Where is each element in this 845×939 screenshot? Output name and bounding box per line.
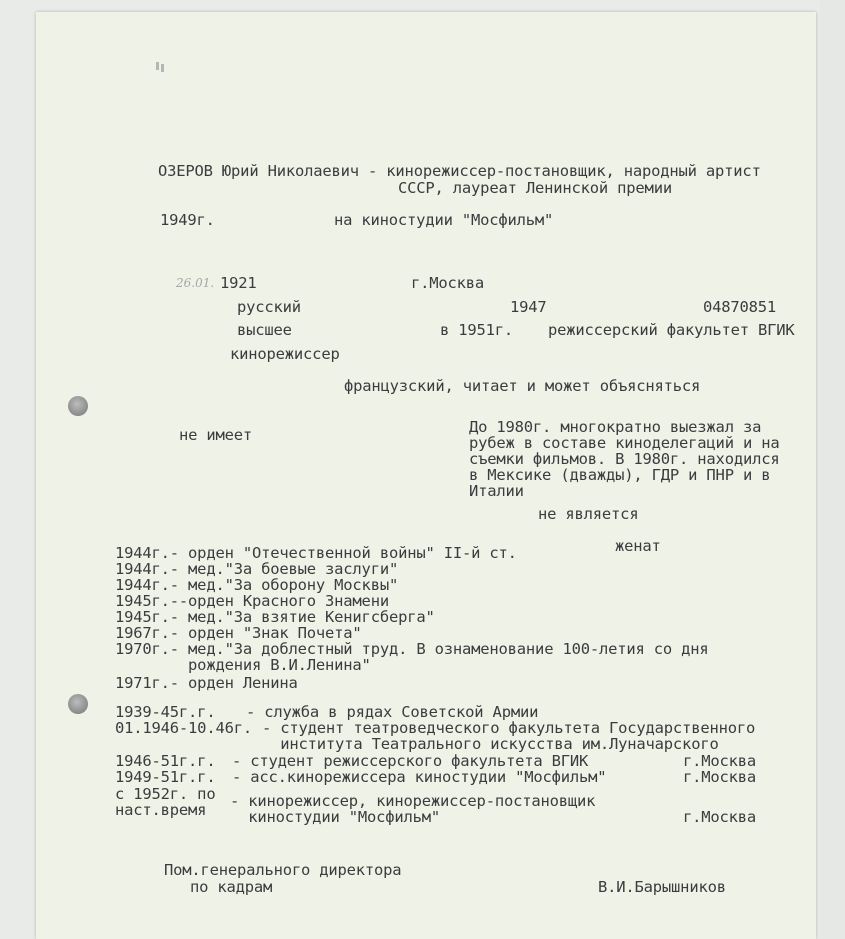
punch-hole bbox=[68, 694, 88, 714]
award-line: 1944г.- мед."За оборону Москвы" bbox=[115, 576, 399, 594]
signer-name: В.И.Барышников bbox=[598, 878, 726, 896]
punch-hole bbox=[68, 396, 88, 416]
nationality: русский bbox=[237, 298, 301, 316]
education-faculty: режиссерский факультет ВГИК bbox=[548, 321, 795, 339]
languages: французский, читает и может объясняться bbox=[344, 377, 701, 395]
award-line: рождения В.И.Ленина" bbox=[115, 656, 371, 674]
abroad-line: Италии bbox=[469, 482, 524, 500]
header-line-1: ОЗЕРОВ Юрий Николаевич - кинорежиссер-постановщик, народный артист bbox=[158, 162, 761, 180]
career-period: с 1952г. по bbox=[115, 785, 216, 803]
career-period: 1949-51г.г. bbox=[115, 768, 216, 786]
career-desc: - асс.кинорежиссера киностудии "Мосфильм" bbox=[232, 768, 607, 786]
career-period: 1939-45г.г. bbox=[115, 703, 216, 721]
employment-place: на киностудии "Мосфильм" bbox=[334, 211, 554, 229]
award-line: 1945г.--орден Красного Знамени bbox=[115, 592, 389, 610]
career-city: г.Москва bbox=[683, 808, 757, 826]
award-line: 1971г.- орден Ленина bbox=[115, 674, 298, 692]
award-line: 1944г.- орден "Отечественной войны" II-й ст. bbox=[115, 544, 517, 562]
career-period: наст.время bbox=[115, 801, 207, 819]
staple-mark bbox=[161, 64, 164, 72]
employment-year: 1949г. bbox=[160, 211, 215, 229]
career-desc: - кинорежиссер, кинорежиссер-постановщик bbox=[230, 792, 596, 810]
career-period: 1946-51г.г. bbox=[115, 752, 216, 770]
award-line: 1945г.- мед."За взятие Кенигсберга" bbox=[115, 608, 435, 626]
career-desc: - студент театроведческого факультета Государственного bbox=[262, 719, 756, 737]
career-desc: института Театрального искусства им.Луначарского bbox=[262, 735, 719, 753]
party-year: 1947 bbox=[510, 298, 547, 316]
family-status: женат bbox=[615, 537, 661, 555]
career-city: г.Москва bbox=[683, 752, 757, 770]
deputy-status: не является bbox=[538, 505, 639, 523]
viewer-background bbox=[820, 0, 845, 939]
career-period: 01.1946-10.46г. bbox=[115, 719, 252, 737]
career-city: г.Москва bbox=[683, 768, 757, 786]
academic-degree: не имеет bbox=[179, 426, 253, 444]
party-card-number: 04870851 bbox=[703, 298, 777, 316]
specialty: кинорежиссер bbox=[230, 345, 340, 363]
signer-title: Пом.генерального директора bbox=[164, 861, 402, 879]
career-desc: киностудии "Мосфильм" bbox=[230, 808, 441, 826]
header-line-2: СССР, лауреат Ленинской премии bbox=[398, 179, 672, 197]
abroad-line: съемки фильмов. В 1980г. находился bbox=[469, 450, 780, 468]
birth-place: г.Москва bbox=[411, 274, 485, 292]
award-line: 1970г.- мед."За доблестный труд. В ознаменование 100-летия со дня bbox=[115, 640, 709, 658]
handwritten-birth-date: 26.01. bbox=[176, 276, 215, 290]
award-line: 1944г.- мед."За боевые заслуги" bbox=[115, 560, 399, 578]
staple-mark bbox=[156, 62, 159, 70]
education-level: высшее bbox=[237, 321, 292, 339]
career-desc: - служба в рядах Советской Армии bbox=[246, 703, 539, 721]
abroad-line: До 1980г. многократно выезжал за bbox=[469, 418, 762, 436]
abroad-line: в Мексике (дважды), ГДР и ПНР и в bbox=[469, 466, 771, 484]
signer-title: по кадрам bbox=[190, 878, 273, 896]
career-desc: - студент режиссерского факультета ВГИК bbox=[232, 752, 589, 770]
birth-year: 1921 bbox=[220, 274, 257, 292]
award-line: 1967г.- орден "Знак Почета" bbox=[115, 624, 362, 642]
abroad-line: рубеж в составе киноделегаций и на bbox=[469, 434, 780, 452]
education-year: в 1951г. bbox=[440, 321, 514, 339]
